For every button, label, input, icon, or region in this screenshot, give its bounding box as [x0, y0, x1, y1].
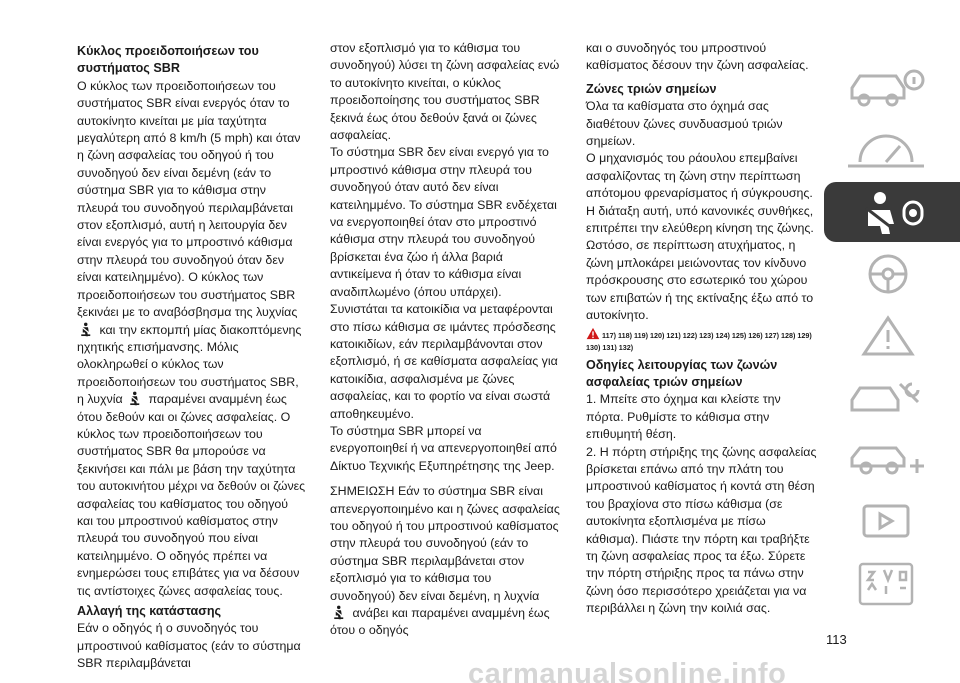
watermark: carmanualsonline.info — [468, 660, 787, 683]
warning-triangle-icon — [586, 327, 600, 340]
seatbelt-safety-icon — [838, 188, 938, 236]
specifications-icon — [838, 436, 938, 484]
paragraph-sbr-warning-cycle: Ο κύκλος των προειδοποιήσεων του συστήματος SBR είναι ενεργός όταν το αυτοκίνητο κινείται με μία ταχύτητα μεγαλύτερη από 8 km/h (5 mph) και όταν η ζώνη ασφαλείας του οδηγού ή του συνοδηγού δεν είναι δεμένη (εάν το σύστημα SBR για το κάθισμα στην πλευρά του συνοδηγού περιλαμβάνεται στον εξοπλισμό, αυτή η λειτουργία δεν είναι ενεργός για το μπροστινό κάθισμα στην πλευρά του συνοδηγού όταν δεν είναι κατειλημμένο). Ο κύκλος των προειδοποιήσεων του συστήματος SBR ξεκινάει με το αναβόσβησμα της λυχνίας και την εκπομπή μίας διακοπτόμενης ηχητικής επισήμανσης. Μόλις ολοκληρωθεί ο κύκλος των προειδοποιήσεων του συστήματος SBR, η λυχνία παραμένει αναμμένη έως ότου δεθούν και οι ζώνες ασφαλείας. Ο κύκλος των προειδοποιήσεων του συστήματος SBR θα μπορούσε να ξεκινήσει και πάλι με βάση την ταχύτητα του αυτοκινήτου μέχρι να δεθούν οι ζώνες ασφαλείας του καθίσματος του οδηγού και του μπροστινού καθίσματος στην πλευρά του συνοδηγού που είναι κατειλημμένο. Ο οδηγός πρέπει να ενημερώσει τους επιβάτες για να δέσουν τις αντίστοιχες ζώνες ασφαλείας τους. — [77, 78, 306, 598]
car-maintenance-icon — [838, 374, 938, 422]
heading-three-point-belts: Ζώνες τριών σημείων — [586, 81, 717, 96]
car-info-icon — [838, 64, 938, 112]
tab-safety[interactable] — [824, 182, 960, 242]
column-2 — [330, 40, 560, 640]
page-number: 113 — [826, 632, 847, 647]
paragraph-unbuckle: στον εξοπλισμό για το κάθισμα του συνοδηγού) λύσει τη ζώνη ασφαλείας ενώ το αυτοκίνητο κινείται, ο κύκλος προειδοποίησης του συστήματος SBR ξεκινά έως ότου δεθούν ξανά οι ζώνες ασφαλείας. — [330, 41, 560, 143]
paragraph-state-change: Εάν ο οδηγός ή ο συνοδηγός του μπροστινού καθίσματος (εάν το σύστημα SBR περιλαμβάνεται — [77, 621, 301, 671]
tab-index[interactable] — [824, 554, 960, 614]
alphabetical-index-icon — [838, 560, 938, 608]
tab-maintenance[interactable] — [824, 368, 960, 428]
heading-operating-instructions: Οδηγίες λειτουργίας των ζωνών ασφαλείας τριών σημείων — [586, 357, 778, 389]
steering-wheel-icon — [838, 250, 938, 298]
tab-instrument-panel[interactable] — [824, 120, 960, 180]
paragraph-retractor: Ο μηχανισμός του ράουλου επεμβαίνει ασφαλίζοντας τη ζώνη στην περίπτωση απότομου φρεναρίσματος ή σύγκρουσης. Η διάταξη αυτή, υπό κανονικές συνθήκες, επιτρέπει την ελεύθερη κίνηση της ζώνης. Ωστόσο, σε περίπτωση ατυχήματος, η ζώνη μπλοκάρει μειώνοντας τον κίνδυνο πρόσκρουσης στο εσωτερικό του χώρου των επιβατών ή της εκτίναξης έξω από το αυτοκίνητο. — [586, 151, 814, 323]
paragraph-step-1: 1. Μπείτε στο όχημα και κλείστε την πόρτα. Ρυθμίστε το κάθισμα στην επιθυμητή θέση. — [586, 392, 781, 442]
paragraph-step-2: 2. Η πόρτη στήριξης της ζώνης ασφαλείας βρίσκεται επάνω από την πλάτη του μπροστινού καθίσματος ή κοντά στη θέση του βραχίονα στο πίσω κάθισμα (σε αυτοκίνητα εξοπλισμένα με πίσω κάθισμα). Πιάστε την πόρτη και τραβήξτε τη ζώνη ασφαλείας προς τα έξω. Σύρετε την πόρτη στήριξης προς τα πάνω στην ζώνη όσο περισσότερο χρειάζεται για να περιβάλλει η ζώνη την κοιλιά σας. — [586, 444, 817, 616]
tab-emergency[interactable] — [824, 306, 960, 366]
warning-references: 117) 118) 119) 120) 121) 122) 123) 124) 125) 126) 127) 128) 129) 130) 131) 132) — [586, 327, 818, 354]
multimedia-icon — [838, 498, 938, 546]
paragraph-passenger-seat: Το σύστημα SBR δεν είναι ενεργό για το μπροστινό κάθισμα στην πλευρά του συνοδηγού όταν αυτό δεν είναι κατειλημμένο. Το σύστημα SBR ενδέχεται να ενεργοποιηθεί όταν στο μπροστινό κάθισμα στην πλευρά του συνοδηγού βρίσκεται ένα ζώο ή άλλα βαριά αντικείμενα ή όταν το κάθισμα είναι αναδιπλωμένο (όπου υπάρχει). Συνιστάται τα κατοικίδια να μεταφέρονται στο πίσω κάθισμα σε ιμάντες πρόσδεσης κατοικιδίων, εάν περιλαμβάνονται στον εξοπλισμό, ή σε καθίσματα ασφαλείας για κατοικίδια, ασφαλισμένα με ζώνες ασφαλείας, και το φορτίο να είναι σωστά αποθηκευμένο. — [330, 145, 558, 421]
column-1 — [77, 40, 307, 673]
tab-multimedia[interactable] — [824, 492, 960, 552]
warning-triangle-icon — [838, 312, 938, 360]
paragraph-activation: Το σύστημα SBR μπορεί να ενεργοποιηθεί ή να απενεργοποιηθεί από Δίκτυο Τεχνικής Εξυπηρέτησης της Jeep. — [330, 423, 557, 473]
paragraph-three-point: Όλα τα καθίσματα στο όχημά σας διαθέτουν ζώνες συνδυασμού τριών σημείων. — [586, 99, 783, 149]
seatbelt-warning-light-icon — [79, 322, 94, 337]
paragraph-continued: και ο συνοδηγός του μπροστινού καθίσματος δέσουν την ζώνη ασφαλείας. — [586, 41, 809, 73]
seatbelt-warning-light-icon — [128, 391, 143, 406]
column-3 — [586, 40, 818, 618]
tab-starting-driving[interactable] — [824, 244, 960, 304]
chapter-sidebar — [824, 58, 960, 618]
dashboard-gauge-icon — [838, 126, 938, 174]
tab-vehicle-knowledge[interactable] — [824, 58, 960, 118]
tab-technical-data[interactable] — [824, 430, 960, 490]
heading-sbr-warning-cycle: Κύκλος προειδοποιήσεων του συστήματος SBR — [77, 44, 259, 76]
paragraph-note: ΣΗΜΕΙΩΣΗ Εάν το σύστημα SBR είναι απενεργοποιημένο και η ζώνες ασφαλείας του οδηγού ή του μπροστινού καθίσματος στην πλευρά του συνοδηγού (εάν το σύστημα SBR περιλαμβάνεται στον εξοπλισμό για το κάθισμα του συνοδηγού) δεν είναι δεμένη, η λυχνία ανάβει και παραμένει αναμμένη έως ότου ο οδηγός — [330, 484, 560, 638]
seatbelt-warning-light-icon — [332, 605, 347, 620]
heading-state-change: Αλλαγή της κατάστασης — [77, 604, 222, 618]
